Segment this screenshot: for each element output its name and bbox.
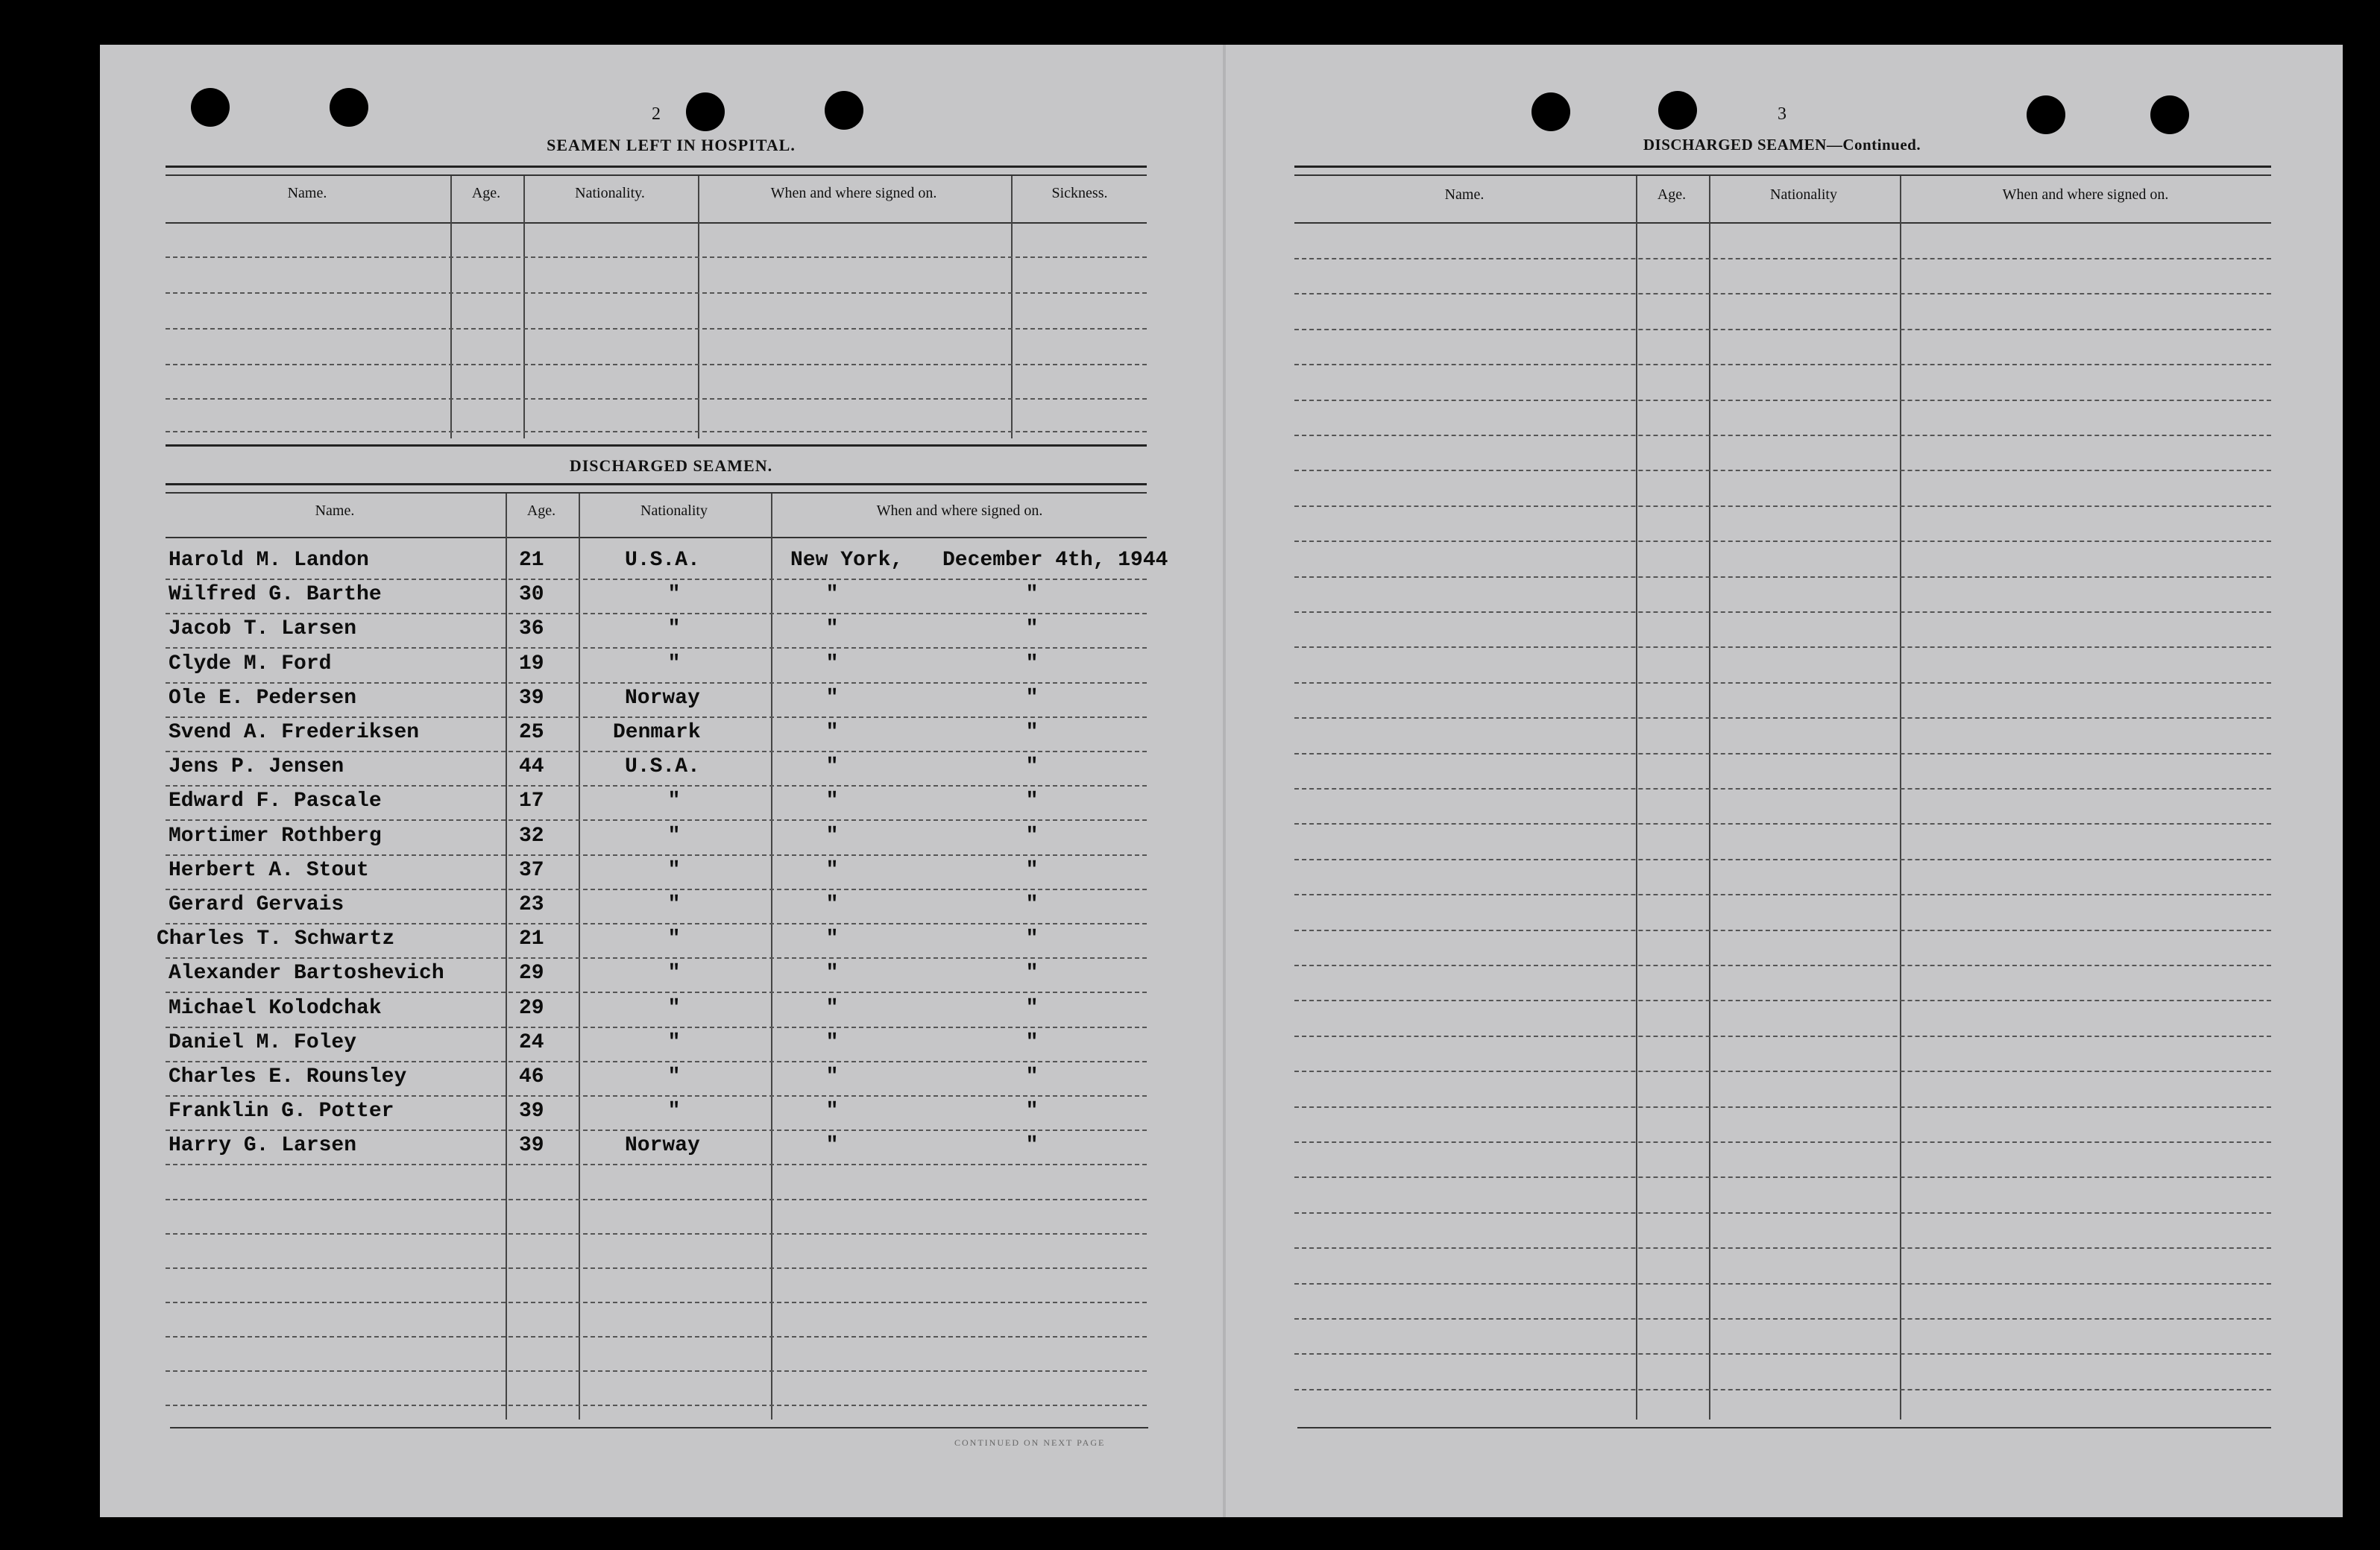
punch-hole	[825, 91, 863, 130]
ruled-line	[166, 785, 1147, 787]
ruled-line	[166, 957, 1147, 959]
seaman-age: 23	[519, 893, 544, 916]
ruled-line	[166, 328, 1147, 330]
hospital-col-sickness: Sickness.	[1051, 185, 1108, 201]
seaman-name: Harry G. Larsen	[169, 1134, 357, 1157]
seaman-age: 24	[519, 1031, 544, 1054]
ruled-line	[166, 1302, 1147, 1303]
seaman-signed-on-date: "	[1025, 652, 1039, 675]
punch-hole	[2150, 95, 2189, 134]
punch-hole	[1658, 91, 1697, 130]
hospital-col-age: Age.	[471, 185, 501, 201]
seaman-nationality: "	[667, 997, 681, 1020]
seaman-age: 44	[519, 755, 544, 778]
seaman-name: Mortimer Rothberg	[169, 825, 382, 848]
seaman-signed-on-date: "	[1025, 1031, 1039, 1054]
discharged-col-name: Name.	[315, 503, 355, 519]
rule	[1297, 1427, 2271, 1428]
seaman-age: 36	[519, 617, 544, 640]
ruled-line	[1294, 329, 2271, 330]
seaman-signed-on-place: New York,	[790, 549, 904, 572]
ruled-line	[1294, 1141, 2271, 1143]
ruled-line	[1294, 682, 2271, 684]
seaman-signed-on-place: "	[825, 617, 839, 640]
page-number-left: 2	[652, 104, 661, 124]
ruled-line	[1294, 859, 2271, 860]
column-divider	[1900, 176, 1901, 1420]
seaman-name: Jacob T. Larsen	[169, 617, 357, 640]
rule	[166, 444, 1147, 447]
seaman-nationality: "	[667, 859, 681, 882]
punch-hole	[1531, 92, 1570, 131]
ruled-line	[1294, 258, 2271, 259]
column-divider	[1709, 176, 1710, 1420]
punch-hole	[330, 88, 368, 127]
discharged-col-signed-on: When and where signed on.	[876, 503, 1043, 519]
seaman-signed-on-place: "	[825, 755, 839, 778]
rule	[1294, 222, 2271, 224]
seaman-name: Jens P. Jensen	[169, 755, 344, 778]
seaman-age: 32	[519, 825, 544, 848]
seaman-age: 19	[519, 652, 544, 675]
seaman-name: Michael Kolodchak	[169, 997, 382, 1020]
seaman-signed-on-place: "	[825, 825, 839, 848]
seaman-age: 21	[519, 927, 544, 951]
seaman-signed-on-place: "	[825, 1100, 839, 1123]
rule	[166, 483, 1147, 485]
ruled-line	[166, 854, 1147, 856]
ruled-line	[1294, 1000, 2271, 1001]
ruled-line	[166, 923, 1147, 924]
seaman-nationality: "	[667, 583, 681, 606]
seaman-signed-on-date: "	[1025, 617, 1039, 640]
seaman-name: Svend A. Frederiksen	[169, 721, 420, 744]
continued-col-name: Name.	[1444, 186, 1485, 203]
seaman-age: 39	[519, 1100, 544, 1123]
seaman-age: 29	[519, 997, 544, 1020]
seaman-signed-on-place: "	[825, 652, 839, 675]
seaman-nationality: "	[667, 825, 681, 848]
ruled-line	[1294, 293, 2271, 294]
continued-section-title: DISCHARGED SEAMEN—Continued.	[1643, 136, 1921, 154]
seaman-age: 30	[519, 583, 544, 606]
seaman-signed-on-date: "	[1025, 790, 1039, 813]
ruled-line	[1294, 541, 2271, 542]
ruled-line	[1294, 505, 2271, 507]
seaman-nationality: Denmark	[613, 721, 701, 744]
ruled-line	[166, 364, 1147, 365]
ruled-line	[1294, 823, 2271, 825]
rule	[166, 222, 1147, 224]
ruled-line	[1294, 1071, 2271, 1072]
ruled-line	[166, 398, 1147, 400]
seaman-nationality: U.S.A.	[625, 755, 700, 778]
continued-col-age: Age.	[1657, 186, 1687, 203]
ruled-line	[1294, 1353, 2271, 1355]
seaman-nationality: "	[667, 1031, 681, 1054]
seaman-nationality: Norway	[625, 687, 700, 710]
ruled-line	[166, 1164, 1147, 1165]
seaman-name: Wilfred G. Barthe	[169, 583, 382, 606]
seaman-signed-on-place: "	[825, 1031, 839, 1054]
seaman-signed-on-place: "	[825, 721, 839, 744]
hospital-col-name: Name.	[287, 185, 327, 201]
page-fold	[1223, 45, 1226, 1517]
seaman-signed-on-place: "	[825, 997, 839, 1020]
ruled-line	[166, 992, 1147, 993]
seaman-nationality: "	[667, 1065, 681, 1089]
ruled-line	[1294, 364, 2271, 365]
seaman-signed-on-place: "	[825, 893, 839, 916]
seaman-nationality: "	[667, 1100, 681, 1123]
ruled-line	[1294, 1389, 2271, 1390]
seaman-name: Herbert A. Stout	[169, 859, 369, 882]
seaman-name: Harold M. Landon	[169, 549, 369, 572]
rule	[166, 174, 1147, 176]
ruled-line	[166, 1336, 1147, 1338]
ruled-line	[166, 1027, 1147, 1028]
seaman-name: Clyde M. Ford	[169, 652, 332, 675]
rule	[1294, 174, 2271, 176]
discharged-col-nationality: Nationality	[640, 503, 708, 519]
ruled-line	[1294, 788, 2271, 790]
ruled-line	[1294, 400, 2271, 401]
seaman-nationality: "	[667, 962, 681, 985]
seaman-name: Alexander Bartoshevich	[169, 962, 444, 985]
ruled-line	[166, 1370, 1147, 1372]
continued-col-nationality: Nationality	[1770, 186, 1837, 203]
seaman-nationality: "	[667, 893, 681, 916]
seaman-signed-on-date: "	[1025, 927, 1039, 951]
seaman-nationality: U.S.A.	[625, 549, 700, 572]
ruled-line	[166, 1095, 1147, 1097]
ruled-line	[1294, 1283, 2271, 1285]
seaman-signed-on-date: "	[1025, 1134, 1039, 1157]
punch-hole	[686, 92, 725, 131]
ruled-line	[1294, 753, 2271, 754]
ruled-line	[166, 1130, 1147, 1131]
ruled-line	[166, 613, 1147, 614]
seaman-signed-on-place: "	[825, 1134, 839, 1157]
seaman-age: 37	[519, 859, 544, 882]
column-divider	[506, 494, 507, 1420]
ruled-line	[1294, 965, 2271, 966]
seaman-signed-on-place: "	[825, 583, 839, 606]
hospital-col-nationality: Nationality.	[575, 185, 645, 201]
right-page	[1224, 45, 2343, 1517]
seaman-nationality: Norway	[625, 1134, 700, 1157]
seaman-name: Ole E. Pedersen	[169, 687, 357, 710]
ruled-line	[166, 682, 1147, 684]
seaman-name: Franklin G. Potter	[169, 1100, 394, 1123]
ruled-line	[1294, 1318, 2271, 1320]
ruled-line	[166, 1233, 1147, 1235]
ruled-line	[1294, 717, 2271, 719]
seaman-name: Gerard Gervais	[169, 893, 344, 916]
seaman-signed-on-date: "	[1025, 962, 1039, 985]
page-number-right: 3	[1778, 104, 1786, 124]
seaman-nationality: "	[667, 652, 681, 675]
seaman-signed-on-date: "	[1025, 687, 1039, 710]
seaman-signed-on-place: "	[825, 790, 839, 813]
seaman-signed-on-place: "	[825, 927, 839, 951]
rule	[170, 1427, 1148, 1428]
seaman-age: 21	[519, 549, 544, 572]
punch-hole	[2027, 95, 2065, 134]
seaman-nationality: "	[667, 927, 681, 951]
seaman-age: 39	[519, 687, 544, 710]
ruled-line	[166, 716, 1147, 718]
ruled-line	[166, 1199, 1147, 1200]
seaman-signed-on-place: "	[825, 962, 839, 985]
seaman-name: Daniel M. Foley	[169, 1031, 357, 1054]
seaman-signed-on-date: "	[1025, 583, 1039, 606]
ruled-line	[1294, 894, 2271, 895]
ruled-line	[1294, 470, 2271, 471]
seaman-signed-on-place: "	[825, 687, 839, 710]
seaman-name: Edward F. Pascale	[169, 790, 382, 813]
hospital-section-title: SEAMEN LEFT IN HOSPITAL.	[547, 136, 796, 154]
rule	[166, 492, 1147, 494]
ruled-line	[166, 292, 1147, 294]
ruled-line	[1294, 576, 2271, 578]
seaman-signed-on-date: "	[1025, 859, 1039, 882]
seaman-age: 25	[519, 721, 544, 744]
ruled-line	[166, 889, 1147, 890]
seaman-signed-on-date: "	[1025, 721, 1039, 744]
seaman-signed-on-place: "	[825, 859, 839, 882]
ruled-line	[166, 431, 1147, 432]
seaman-signed-on-date: "	[1025, 1065, 1039, 1089]
continued-note: CONTINUED ON NEXT PAGE	[954, 1437, 1106, 1448]
ruled-line	[166, 819, 1147, 821]
rule	[166, 537, 1147, 538]
seaman-signed-on-date: "	[1025, 997, 1039, 1020]
ruled-line	[1294, 646, 2271, 648]
ruled-line	[166, 579, 1147, 580]
ruled-line	[1294, 1036, 2271, 1037]
discharged-section-title: DISCHARGED SEAMEN.	[569, 456, 773, 475]
ruled-line	[1294, 930, 2271, 931]
ruled-line	[166, 1061, 1147, 1062]
ruled-line	[1294, 1247, 2271, 1249]
ruled-line	[166, 256, 1147, 258]
seaman-signed-on-place: "	[825, 1065, 839, 1089]
seaman-age: 17	[519, 790, 544, 813]
seaman-age: 29	[519, 962, 544, 985]
discharged-col-age: Age.	[526, 503, 556, 519]
ruled-line	[1294, 1212, 2271, 1214]
ruled-line	[1294, 435, 2271, 436]
ruled-line	[166, 647, 1147, 649]
ruled-line	[1294, 1176, 2271, 1178]
ruled-line	[166, 1405, 1147, 1406]
seaman-age: 46	[519, 1065, 544, 1089]
hospital-col-signed-on: When and where signed on.	[770, 185, 937, 201]
continued-col-signed-on: When and where signed on.	[2002, 186, 2169, 203]
left-page	[100, 45, 1224, 1517]
seaman-signed-on-date: "	[1025, 1100, 1039, 1123]
ruled-line	[166, 1267, 1147, 1269]
ruled-line	[1294, 1106, 2271, 1108]
seaman-age: 39	[519, 1134, 544, 1157]
seaman-name: Charles E. Rounsley	[169, 1065, 407, 1089]
rule	[1294, 166, 2271, 168]
seaman-signed-on-date: "	[1025, 755, 1039, 778]
punch-hole	[191, 88, 230, 127]
seaman-signed-on-date: December 4th, 1944	[942, 549, 1168, 572]
rule	[166, 166, 1147, 168]
ruled-line	[1294, 611, 2271, 613]
seaman-name: Charles T. Schwartz	[157, 927, 395, 951]
seaman-signed-on-date: "	[1025, 825, 1039, 848]
ruled-line	[166, 751, 1147, 752]
seaman-signed-on-date: "	[1025, 893, 1039, 916]
column-divider	[1636, 176, 1637, 1420]
seaman-nationality: "	[667, 617, 681, 640]
seaman-nationality: "	[667, 790, 681, 813]
